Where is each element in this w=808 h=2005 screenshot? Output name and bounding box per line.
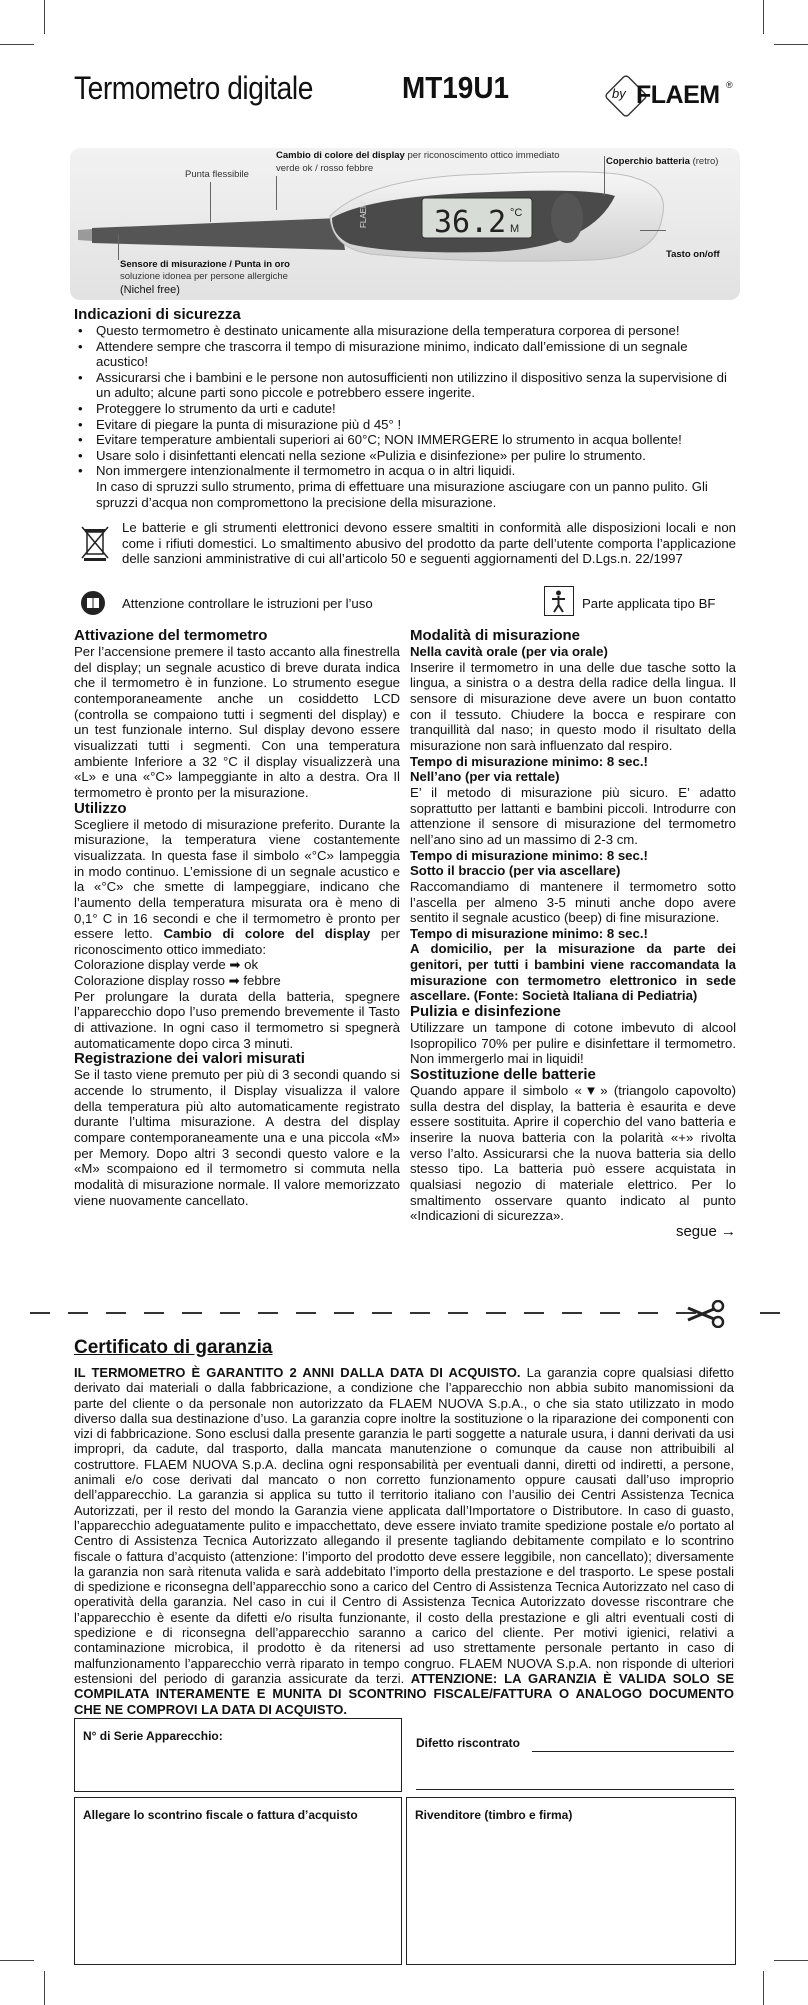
logo-name: FLAEM [636,81,720,109]
subheading-armpit: Sotto il braccio (per via ascellare) [410,863,621,879]
model-number: MT19U1 [402,70,509,105]
warranty-lead: IL TERMOMETRO È GARANTITO 2 ANNI DALLA DATA DI ACQUISTO. [74,1365,521,1380]
heading-activation: Attivazione del termometro [74,627,268,644]
safety-item: • Evitare di piegare la punta di misurazione più d 45° ! [96,417,736,433]
color-green-line: Colorazione display verde ➡ ok [74,957,259,973]
cut-dash [144,1312,164,1314]
leader-line [118,234,119,260]
crop-mark [774,44,808,45]
cut-dash [600,1312,620,1314]
paragraph-use-part2: per riconoscimento ottico immediato: [74,926,400,957]
cut-dash [372,1312,392,1314]
label-battery-cover-rest: (retro) [689,156,719,167]
cut-dash [182,1312,202,1314]
label-display-color-line2: verde ok / rosso febbre [276,163,374,174]
paragraph-use [74,817,400,958]
safety-item: • Proteggere lo strumento da urti e cadute! [96,401,736,417]
paragraph-battery-life: Per prolungare la durata della batteria, spegnere l’apparecchio dopo l’uso premendo brevemente il Tasto di attivazione. In ogni caso il termometro si spegnerà automaticamente dopo circa 3 minuti. [74,988,400,1051]
flaem-logo [604,74,734,114]
warranty-body: La garanzia copre qualsiasi difetto derivato dai materiali o dalla fabbricazione, a condizione che l’apparecchio non abbia subito manomissioni da parte del cliente o da personale non autorizzato da FLAEM NUOVA S.p.A., o che sia stato utilizzato in modo diverso dalla sua destinazione d’uso. La garanzia copre inoltre la sostituzione o la riparazione dei componenti con vizi di fabbricazione. Sono esclusi dalla presente garanzia le parti soggette a naturale usura, i danni derivati da usi impropri, da cadute, dal trasporto, dalla mancata manutenzione o comunque da cause non attribuibili al costruttore. FLAEM NUOVA S.p.A. declina ogni responsabilità per eventuali danni, diretti od indiretti, a persone, animali e/o cose derivati dal mancato o non corretto funzionamento oppure causati dall’uso improprio dell’apparecchio. La garanzia si applica su tutto il territorio italiano con l’ausilio dei Centri Assistenza Tecnica Autorizzati, per il resto del mondo la Garanzia viene applicata dall’Importatore o Distributore. In caso di guasto, l’apparecchio adeguatamente pulito e impacchettato, deve essere inviato tramite spedizione postale e/o portato al Centro di Assistenza Tecnica Autorizzato allegando il presente tagliando debitamente compilato e lo scontrino fiscale o fattura d’acquisto (attenzione: l’importo del prodotto deve essere leggibile, non cancellato); diversamente la garanzia non sarà ritenuta valida e sarà addebitato l’importo della prestazione e del trasporto. Le spese postali di spedizione e riconsegna dell’apparecchio sono a carico del Centro di Assistenza Tecnica Autorizzato nel caso di operatività della garanzia. Nel caso in cui il Centro di Assistenza Tecnica Autorizzato dovesse riscontrare che l’apparecchio è esente da difetti e/o risulta funzionante, il costo della prestazione e gli altri eventuali costi di spedizione e di riconsegna dell’apparecchio saranno a carico del cliente. Per motivi igienici, relativi a contaminazione microbica, il prodotto è da ritenersi ad uso strettamente personale pertanto in caso di malfunzionamento l’apparecchio verrà riparato in tempo congruo. FLAEM NUOVA S.p.A. non risponde di ulteriori estensioni del periodo di garanzia assicurate da terzi. [74,1365,734,1686]
receipt-box[interactable] [74,1797,402,1965]
crop-mark [44,0,45,34]
weee-bin-icon [80,524,110,562]
cut-dash [448,1312,468,1314]
safety-section [74,307,736,510]
paragraph-use-bold: Cambio di colore del display [163,926,371,942]
cut-line [30,1312,780,1314]
cut-dash [220,1312,240,1314]
label-display-color-bold: Cambio di colore del display [276,150,405,161]
serial-number-box[interactable] [74,1718,402,1792]
safety-item: • Evitare temperature ambientali superiori ai 60°C; NON IMMERGERE lo strumento in acqua bollente! [96,432,736,448]
subheading-oral: Nella cavità orale (per via orale) [410,644,608,659]
cut-dash [30,1312,50,1314]
heading-use: Utilizzo [74,799,127,817]
paragraph-battery: Quando appare il simbolo «▼» (triangolo capovolto) sulla destra del display, la batteria è esaurita e deve essere sostituita. Aprire il coperchio del vano batteria e inserire la nuova batteria con la polarità «+» rivolta verso l’alto. Assicurarsi che la nuova batteria sia dello stesso tipo. La batteria può essere acquistata in qualsiasi negozio di materiale elettrico. Per lo smaltimento osservare quanto indicato al punto «Indicazioni di sicurezza». [410,1083,736,1224]
heading-modes: Modalità di misurazione [410,627,581,644]
label-tip: Punta flessibile [185,169,249,180]
label-battery-cover [606,156,718,168]
defect-field[interactable] [532,1751,734,1752]
warranty-section [74,1337,734,1717]
safety-item: • Questo termometro è destinato unicamente alla misurazione della temperatura corporea di persone! [96,323,736,339]
leader-line [640,230,666,231]
cut-dash [524,1312,544,1314]
cut-dash [68,1312,88,1314]
leader-line [276,176,277,210]
receipt-label: Allegare lo scontrino fiscale o fattura d’acquisto [83,1808,358,1822]
instructions-icon [80,590,106,616]
cut-dash [760,1312,780,1314]
crop-mark [774,1960,808,1961]
label-display-color-rest: per riconoscimento ottico immediato [404,150,560,161]
paragraph-memory: Se il tasto viene premuto per più di 3 secondi quando si accende lo strumento, il Display visualizza il valore della temperatura più alto automaticamente registrato durante l’ultima misurazione. A destra del display compare contemporaneamente una e una piccola «M» per Memory. Dopo altri 3 secondi questo valore e la «M» scompaiono ed il termometro si commuta nella modalità di misurazione normale. Il valore memorizzato viene nuovamente cancellato. [74,1067,400,1208]
logo-reg: ® [726,80,733,90]
on-off-button-icon [551,193,583,243]
logo-by: by [612,86,626,101]
retailer-label: Rivenditore (timbro e firma) [415,1808,573,1822]
paragraph-armpit: Raccomandiamo di mantenere il termometro sotto l’ascella per almeno 3-5 minuti anche dopo avere sentito il segnale acustico (beep) di fine misurazione. [410,878,736,926]
disposal-notice: Le batterie e gli strumenti elettronici devono essere smaltiti in conformità alle disposizioni locali e non come i rifiuti domestici. Lo smaltimento abusivo del prodotto da parte dell’utente comporta l’applicazione delle sanzioni amministrative di cui all’articolo 50 e seguenti aggiornamenti del D.Lgs.n. 22/1997 [122,520,736,567]
heading-memory: Registrazione dei valori misurati [74,1050,305,1068]
crop-mark [44,1971,45,2005]
heading-battery: Sostituzione delle batterie [410,1066,596,1084]
paragraph-cleaning: Utilizzare un tampone di cotone imbevuto di alcool Isopropilico 70% per pulire e disinfettare il termometro. Non immergerlo mai in liquidi! [410,1020,736,1067]
cut-dash [486,1312,506,1314]
crop-mark [0,1960,34,1961]
cut-dash [638,1312,658,1314]
label-sensor-bold: Sensore di misurazione / Punta in oro [120,259,290,270]
subheading-rectal: Nell’ano (per via rettale) [410,769,560,785]
defect-field-line2[interactable] [416,1789,734,1790]
label-sensor [120,259,290,271]
body-brand: FLAEM [359,201,368,228]
cut-dash [296,1312,316,1314]
warranty-title: Certificato di garanzia [74,1337,273,1358]
crop-mark [763,0,764,34]
time-armpit: Tempo di misurazione minimo: 8 sec.! [410,925,648,941]
defect-label [416,1736,520,1750]
warranty-text [74,1365,734,1717]
defect-label-text: Difetto riscontrato [416,1736,521,1750]
instructions-notice: Attenzione controllare le istruzioni per l’uso [122,596,373,611]
cut-dash [410,1312,430,1314]
safety-item: • Usare solo i disinfettanti elencati nella sezione «Pulizia e disinfezione» per pulire lo strumento. [96,448,736,464]
left-column [74,628,400,1208]
right-column [410,628,736,1240]
safety-extra: In caso di spruzzi sullo strumento, prima di effettuare una misurazione asciugare con un panno pulito. Gli spruzzi d’acqua non compromettono la precisione della misurazione. [96,478,708,510]
heading-cleaning: Pulizia e disinfezione [410,1003,561,1021]
paragraph-use-part1: Scegliere il metodo di misurazione preferito. Durante la misurazione, la temperatura viene costantemente visualizzata. In questa fase il simbolo «°C» lampeggia in modo continuo. L’emissione di un segnale acustico e la «°C» che smette di lampeggiare, indicano che l’aumento della temperatura misurata ora è meno di 0,1° C in 16 secondi e che il termometro è pronto per essere letto. [74,816,400,942]
display-reading: 36.2 [434,205,507,240]
page-title: Termometro digitale [74,70,313,106]
bf-notice: Parte applicata tipo BF [582,596,716,611]
crop-mark [763,1971,764,2005]
cut-dash [334,1312,354,1314]
paragraph-activation: Per l’accensione premere il tasto accanto alla finestrella del display; un segnale acustico di breve durata indica che il termometro è in funzione. Lo strumento esegue contemporaneamente anche un cosiddetto LCD (controlla se compaiono tutti i segmenti del display) e un test funzionale interno. Sul display devono essere visualizzati tutti i segmenti. Con una temperatura ambiente Inferiore a 32 °C il display visualizzerà una «L» e una «°C» lampeggiante in alto a destra. Ora Il termometro è pronto per la misurazione. [74,644,400,800]
label-sensor-line3: (Nichel free) [120,284,180,296]
leader-line [210,182,211,222]
cut-dash [258,1312,278,1314]
paragraph-oral: Inserire il termometro in una delle due tasche sotto la lingua, a sinistra o a destra della radice della lingua. Il sensore di misurazione deve avere un buon contatto con il tessuto. Chiudere la bocca e respirare con tranquillità dal naso; in questo modo il risultato della misurazione non sarà influenzato dal respiro. [410,659,736,753]
paragraph-rectal: E’ il metodo di misurazione più sicuro. E’ adatto soprattutto per lattanti e bambini piccoli. Introdurre con attenzione il sensore di misurazione del termometro nell’ano sino ad un massimo di 2-3 cm. [410,784,736,847]
scissors-icon [686,1300,726,1328]
color-red-line: Colorazione display rosso ➡ febbre [74,973,281,989]
time-oral: Tempo di misurazione minimo: 8 sec.! [410,753,648,769]
crop-mark [0,44,34,45]
retailer-box[interactable] [406,1797,736,1965]
leader-line [604,156,605,196]
display-m: M [510,223,520,235]
safety-item: • Non immergere intenzionalmente il termometro in acqua o in altri liquidi. [96,463,736,479]
time-rectal: Tempo di misurazione minimo: 8 sec.! [410,847,648,863]
label-display-color [276,150,560,162]
display-unit-c: °C [510,207,523,219]
label-battery-cover-bold: Coperchio batteria [606,156,690,167]
label-on-off: Tasto on/off [666,249,720,260]
safety-item: • Attendere sempre che trascorra il tempo di misurazione minimo, indicato dall’emissione di un segnale acustico! [96,339,736,370]
warranty-tail: ATTENZIONE: LA GARANZIA È VALIDA SOLO SE COMPILATA INTERAMENTE E MUNITA DI SCONTRINO FISCALE/FATTURA O ANALOGO DOCUMENTO CHE NE COMPROVI LA DATA DI ACQUISTO. [74,1670,734,1717]
cut-dash [106,1312,126,1314]
cut-dash [562,1312,582,1314]
safety-item: • Assicurarsi che i bambini e le persone non autosufficienti non utilizzino il dispositivo senza la supervisione di un adulto; alcune parti sono piccole e potrebbero essere ingerite. [96,370,736,401]
label-sensor-line2: soluzione idonea per persone allergiche [120,271,288,282]
bf-applied-part-icon [544,586,574,616]
continue-label: segue → [675,1222,736,1240]
safety-list [74,323,736,479]
paragraph-home: A domicilio, per la misurazione da parte dei genitori, per tutti i bambini viene raccomandata la misurazione con termometro elettronico in sede ascellare. (Fonte: Società Italiana di Pediatria) [410,941,736,1004]
safety-heading: Indicazioni di sicurezza [74,306,241,323]
serial-number-label: N° di Serie Apparecchio: [83,1729,223,1743]
